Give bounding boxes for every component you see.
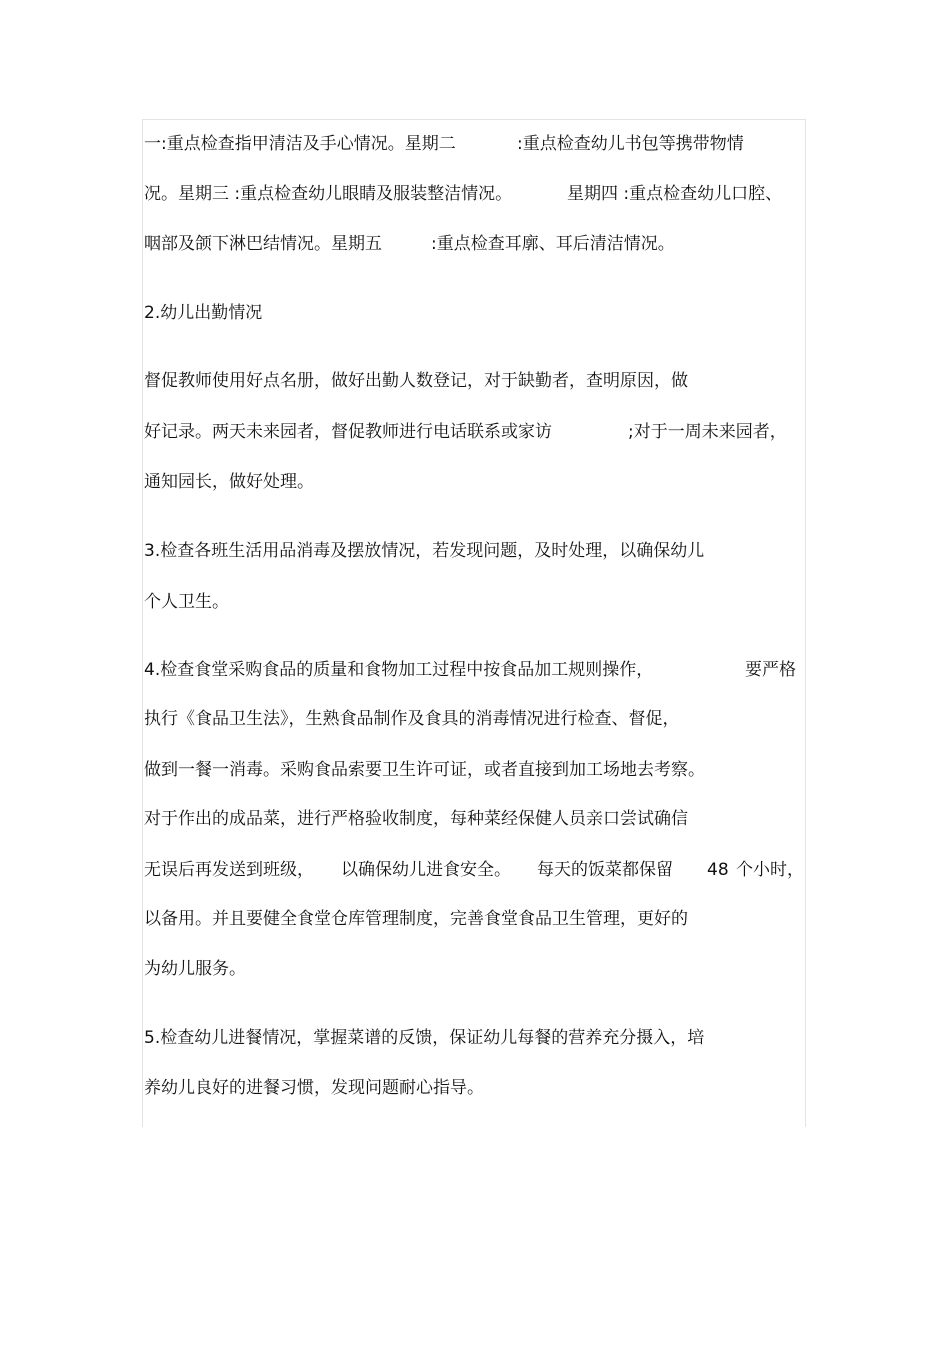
text-segment: 以确保幼儿进食安全。 [341, 860, 511, 880]
text-segment: 况。星期三 :重点检查幼儿眼睛及服装整洁情况。 [144, 184, 513, 204]
text-line-13: 对于作出的成品菜，进行严格验收制度，每种菜经保健人员亲口尝试确信 [144, 809, 688, 829]
text-segment: 个小时， [736, 860, 804, 880]
text-segment: 好记录。两天未来园者，督促教师进行电话联系或家访 [144, 422, 552, 442]
section-heading-5: 5.检查幼儿进餐情况，掌握菜谱的反馈，保证幼儿每餐的营养充分摄入，培 [144, 1028, 705, 1048]
text-segment: 一:重点检查指甲清洁及手心情况。星期二 [144, 134, 456, 154]
text-segment: :重点检查耳廓、耳后清洁情况。 [431, 234, 675, 254]
section-heading-4 [144, 659, 804, 681]
text-line-7: 通知园长，做好处理。 [144, 472, 314, 492]
text-segment: 要严格 [745, 660, 796, 680]
text-line-11: 执行《食品卫生法》，生熟食品制作及食具的消毒情况进行检查、督促， [144, 709, 680, 729]
text-line-15: 以备用。并且要健全食堂仓库管理制度，完善食堂食品卫生管理，更好的 [144, 909, 688, 929]
text-segment: ;对于一周未来园者， [628, 422, 787, 442]
text-line-3 [144, 233, 804, 255]
text-segment: 48 [707, 860, 729, 880]
text-segment: 星期四 :重点检查幼儿口腔、 [567, 184, 783, 204]
text-line-9: 个人卫生。 [144, 592, 229, 612]
text-segment: 4.检查食堂采购食品的质量和食物加工过程中按食品加工规则操作， [144, 660, 654, 680]
section-heading-2: 2.幼儿出勤情况 [144, 303, 263, 323]
text-segment: :重点检查幼儿书包等携带物情 [517, 134, 744, 154]
text-segment: 咽部及颌下淋巴结情况。星期五 [144, 234, 382, 254]
text-line-14 [144, 859, 804, 881]
text-line-6 [144, 421, 804, 443]
text-line-1 [144, 133, 804, 155]
text-segment: 无误后再发送到班级， [144, 860, 314, 880]
section-heading-3: 3.检查各班生活用品消毒及摆放情况，若发现问题，及时处理，以确保幼儿 [144, 541, 705, 561]
text-segment: 每天的饭菜都保留 [537, 860, 673, 880]
text-line-18: 养幼儿良好的进餐习惯，发现问题耐心指导。 [144, 1078, 484, 1098]
text-line-16: 为幼儿服务。 [144, 959, 246, 979]
text-line-2 [144, 183, 804, 205]
text-line-5: 督促教师使用好点名册，做好出勤人数登记，对于缺勤者，查明原因，做 [144, 371, 688, 391]
text-line-12: 做到一餐一消毒。采购食品索要卫生许可证，或者直接到加工场地去考察。 [144, 760, 705, 780]
